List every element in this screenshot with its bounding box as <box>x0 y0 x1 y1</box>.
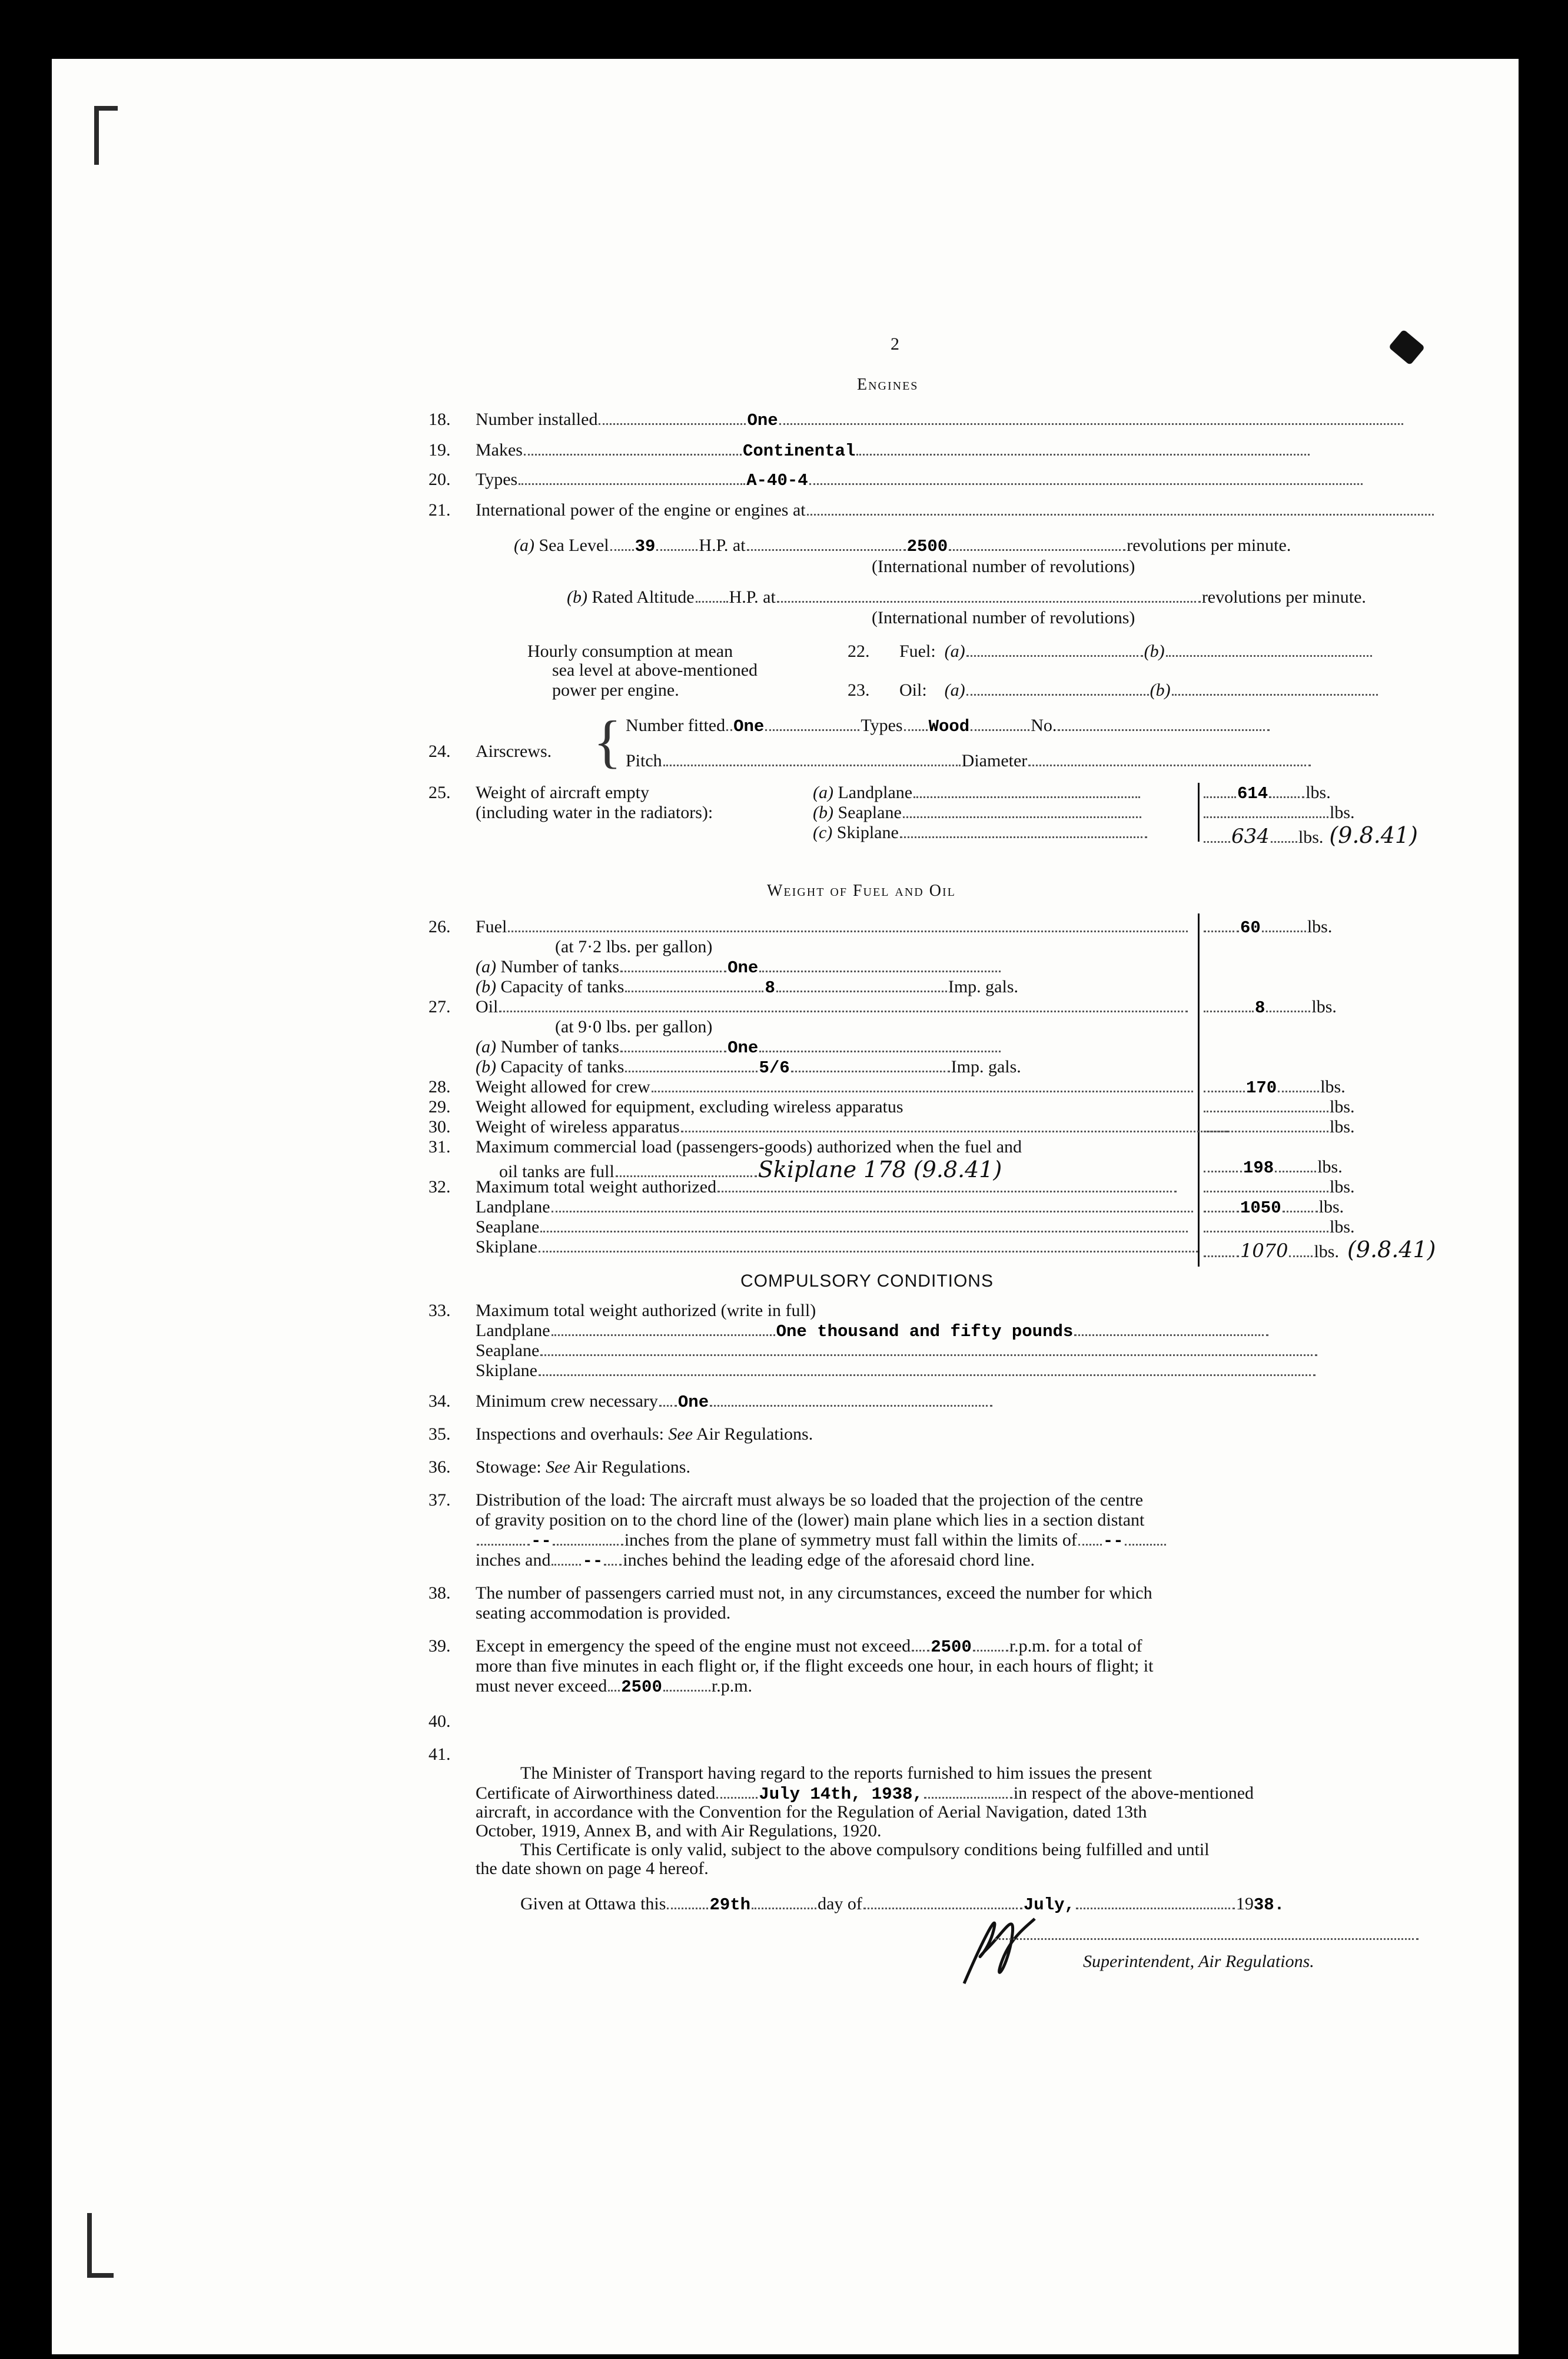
never-exceed-rpm-value: 2500 <box>621 1677 662 1697</box>
weight-empty-label-2: (including water in the radiators): <box>476 803 713 822</box>
field-label: Certificate of Airworthiness dated <box>476 1783 716 1803</box>
item-number: 18. <box>428 410 451 429</box>
oil-tanks-value: One <box>727 1038 759 1058</box>
sub-mark: (a) <box>944 642 965 661</box>
field-label: Diameter <box>961 751 1028 770</box>
field-label: Skiplane <box>476 1361 537 1380</box>
min-crew-value: One <box>677 1393 709 1412</box>
item-number: 37. <box>428 1490 451 1510</box>
certificate-para-2-line-2: the date shown on page 4 hereof. <box>476 1859 709 1878</box>
unit-label: lbs. <box>1298 828 1324 847</box>
signature-line <box>994 1926 1420 1943</box>
field-label: Capacity of tanks <box>500 1057 624 1076</box>
rated-altitude-row <box>567 589 1366 606</box>
sea-level-row <box>514 537 1291 555</box>
certificate-para-1-line-3: aircraft, in accordance with the Convention for the Regulation of Aerial Navigation, dated 13th <box>476 1802 1147 1822</box>
sub-mark: (b) <box>1150 680 1171 700</box>
item-wireless-weight <box>476 1118 1230 1136</box>
unit-label: Imp. gals. <box>951 1057 1021 1076</box>
fuel-weight-value <box>1202 918 1332 936</box>
field-label: Minimum crew necessary <box>476 1391 658 1411</box>
passengers-line-2: seating accommodation is provided. <box>476 1603 731 1623</box>
field-label: Air Regulations. <box>573 1457 690 1477</box>
unit-label: lbs. <box>1311 997 1337 1016</box>
field-label: Number installed <box>476 410 598 429</box>
field-label: Oil: <box>899 680 927 700</box>
item-number: 28. <box>428 1077 451 1097</box>
field-label: Stowage: <box>476 1457 542 1477</box>
field-label: H.P. at <box>699 536 746 555</box>
sub-mark: (b) <box>476 1057 496 1076</box>
sea-level-rpm-value: 2500 <box>906 537 948 556</box>
max-rpm-value: 2500 <box>931 1637 972 1657</box>
item-max-weight-full: Maximum total weight authorized (write in full) <box>476 1301 816 1320</box>
field-label: Given at Ottawa this <box>520 1894 666 1913</box>
field-label: r.p.m. for a total of <box>1009 1636 1142 1656</box>
sub-mark: (a) <box>813 783 833 802</box>
item-fuel <box>476 918 1189 936</box>
airscrew-pitch-row <box>626 752 1312 770</box>
field-label: Seaplane <box>476 1217 540 1237</box>
item-number-installed <box>476 411 1404 429</box>
item-number: 31. <box>428 1137 451 1157</box>
field-label: Seaplane <box>476 1341 540 1360</box>
dash-value: -- <box>582 1551 603 1571</box>
field-label: inches and <box>476 1550 551 1570</box>
max-weight-skiplane-value <box>1202 1238 1436 1261</box>
field-value: One <box>747 411 778 430</box>
fuel-per-gallon: (at 7·2 lbs. per gallon) <box>555 937 713 956</box>
item-number: 32. <box>428 1177 451 1197</box>
item-number: 27. <box>428 997 451 1016</box>
see-reference: See <box>546 1457 570 1477</box>
field-label: International power of the engine or engines at <box>476 500 806 520</box>
item-number: 29. <box>428 1097 451 1117</box>
commercial-load-value <box>1202 1158 1343 1177</box>
written-skiplane-row <box>476 1362 1317 1380</box>
field-label: 19 <box>1235 1894 1254 1913</box>
dash-value: -- <box>531 1531 552 1551</box>
item-max-total-weight <box>476 1178 1178 1196</box>
certificate-date-value: July 14th, 1938, <box>759 1785 923 1804</box>
intl-revolutions-note-2: (International number of revolutions) <box>872 608 1135 627</box>
item-number: 22. <box>848 642 870 661</box>
see-reference: See <box>668 1424 693 1444</box>
field-value: A-40-4 <box>746 471 808 490</box>
engine-speed-line-2: more than five minutes in each flight or, if the flight exceeds one hour, in each hours of flight; it <box>476 1656 1154 1676</box>
given-at-line <box>520 1895 1284 1913</box>
handwritten-amendment: (9.8.41) <box>1347 1237 1436 1262</box>
unit-label: lbs. <box>1305 783 1331 802</box>
crew-weight-value <box>1202 1078 1346 1097</box>
oil-tanks-row <box>476 1038 1002 1056</box>
weight-empty-skiplane-value <box>1202 824 1418 846</box>
field-value: Continental <box>742 441 856 461</box>
unit-label: Imp. gals. <box>948 977 1018 996</box>
sub-mark: (b) <box>1144 642 1165 661</box>
field-label: Rated Altitude <box>592 587 695 607</box>
value-text: 60 <box>1240 918 1261 938</box>
load-distribution-line-3 <box>476 1531 1167 1550</box>
written-seaplane-row <box>476 1342 1318 1360</box>
sub-mark: (a) <box>944 680 965 700</box>
item-commercial-load-1: Maximum commercial load (passengers-goods) authorized when the fuel and <box>476 1137 1022 1157</box>
fuel-tanks-value: One <box>727 958 759 978</box>
unit-label: lbs. <box>1330 1177 1355 1197</box>
item-number: 19. <box>428 440 451 460</box>
item-number: 26. <box>428 917 451 936</box>
certificate-para-1-line-1: The Minister of Transport having regard to the reports furnished to him issues the present <box>520 1763 1152 1783</box>
weight-empty-landplane <box>813 784 1141 802</box>
field-label: Landplane <box>476 1197 550 1217</box>
oil-weight-value <box>1202 998 1337 1016</box>
intl-revolutions-note-1: (International number of revolutions) <box>872 557 1135 576</box>
value-text: 170 <box>1246 1078 1277 1098</box>
engine-speed-line-3 <box>476 1677 752 1696</box>
value-text: 8 <box>1255 998 1265 1018</box>
month-value: July, <box>1023 1895 1075 1915</box>
field-label: revolutions per minute. <box>1127 536 1291 555</box>
ink-blot <box>1388 329 1425 365</box>
oil-per-gallon: (at 9·0 lbs. per gallon) <box>555 1017 713 1036</box>
field-label: H.P. at <box>729 587 776 607</box>
item-number: 41. <box>428 1745 451 1764</box>
field-label: Types <box>861 716 903 735</box>
section-title-engines: Engines <box>857 376 919 394</box>
airscrew-type-value: Wood <box>928 717 970 736</box>
engine-speed-line-1 <box>476 1637 1142 1656</box>
crop-mark-top-left-h <box>94 106 118 111</box>
item-number: 36. <box>428 1457 451 1477</box>
certificate-para-1-line-2 <box>476 1785 1254 1803</box>
column-rule <box>1198 913 1200 1267</box>
fuel-capacity-row <box>476 978 1018 996</box>
sub-mark: (b) <box>567 587 587 607</box>
item-fuel-consumption <box>899 643 1373 660</box>
crop-mark-top-left <box>94 106 99 165</box>
field-label: Number fitted <box>626 716 726 735</box>
unit-label: lbs. <box>1320 1077 1346 1097</box>
sea-level-hp-value: 39 <box>634 537 656 556</box>
item-types <box>476 471 1364 489</box>
field-label: inches behind the leading edge of the aforesaid chord line. <box>623 1550 1035 1570</box>
field-label: in respect of the above-mentioned <box>1013 1783 1254 1803</box>
hourly-consumption-label-3: power per engine. <box>552 680 679 700</box>
unit-label: lbs. <box>1330 803 1355 822</box>
sub-mark: (a) <box>514 536 534 555</box>
field-label: Maximum total weight authorized <box>476 1177 717 1197</box>
written-landplane-row <box>476 1322 1270 1340</box>
item-number: 38. <box>428 1583 451 1603</box>
field-label: Seaplane <box>838 803 902 822</box>
value-text: 198 <box>1243 1158 1274 1178</box>
field-label: Number of tanks <box>500 957 620 976</box>
field-label: Fuel <box>476 917 507 936</box>
signatory-title: Superintendent, Air Regulations. <box>1083 1952 1314 1971</box>
field-label: Capacity of tanks <box>500 977 624 996</box>
weight-empty-seaplane <box>813 804 1142 822</box>
item-number: 25. <box>428 783 451 802</box>
field-label: Air Regulations. <box>696 1424 813 1444</box>
unit-label: lbs. <box>1330 1217 1355 1237</box>
field-label: Number of tanks <box>500 1037 620 1056</box>
field-label: Makes <box>476 440 523 460</box>
oil-capacity-value: 5/6 <box>759 1058 790 1078</box>
certificate-para-1-line-4: October, 1919, Annex B, and with Air Regulations, 1920. <box>476 1821 882 1840</box>
field-label: Types <box>476 470 518 489</box>
unit-label: lbs. <box>1317 1157 1343 1177</box>
year-value: 38. <box>1253 1895 1285 1915</box>
section-title-compulsory: COMPULSORY CONDITIONS <box>740 1271 994 1291</box>
field-label: Inspections and overhauls: <box>476 1424 664 1444</box>
field-label: r.p.m. <box>711 1676 753 1696</box>
field-label: Landplane <box>476 1321 550 1340</box>
max-weight-landplane <box>476 1198 1194 1216</box>
crop-mark-bottom-left <box>87 2213 92 2278</box>
document-page <box>52 59 1519 2354</box>
written-landplane-value: One thousand and fifty pounds <box>776 1322 1074 1341</box>
handwritten-amendment: (9.8.41) <box>1329 822 1418 848</box>
field-label: must never exceed <box>476 1676 607 1696</box>
item-airscrews-label: Airscrews. <box>476 742 552 761</box>
item-number: 33. <box>428 1301 451 1320</box>
item-makes <box>476 441 1311 460</box>
field-label: No. <box>1031 716 1057 735</box>
sub-mark: (b) <box>476 977 496 996</box>
weight-empty-seaplane-value <box>1202 804 1355 822</box>
load-distribution-line-4 <box>476 1551 1035 1570</box>
dash-value: -- <box>1102 1531 1124 1551</box>
day-value: 29th <box>709 1895 751 1915</box>
max-weight-blank-value <box>1202 1178 1355 1196</box>
handwritten-value: 1070 <box>1240 1240 1288 1262</box>
item-oil <box>476 998 1189 1016</box>
brace: { <box>593 709 622 774</box>
item-number: 34. <box>428 1391 451 1411</box>
item-number: 40. <box>428 1712 451 1731</box>
field-label: Fuel: <box>899 642 936 661</box>
load-distribution-line-1: Distribution of the load: The aircraft must always be so loaded that the projection of the centre <box>476 1490 1144 1510</box>
weight-empty-landplane-value <box>1202 784 1331 802</box>
item-number: 20. <box>428 470 451 489</box>
equipment-weight-value <box>1202 1098 1355 1116</box>
load-distribution-line-2: of gravity position on to the chord line of the (lower) main plane which lies in a section distant <box>476 1510 1145 1530</box>
item-stowage <box>476 1458 690 1476</box>
unit-label: lbs. <box>1318 1197 1344 1217</box>
sub-mark: (c) <box>813 823 833 842</box>
item-number: 39. <box>428 1636 451 1656</box>
field-label: Weight of wireless apparatus <box>476 1117 680 1137</box>
passengers-line-1: The number of passengers carried must not, in any circumstances, exceed the number for which <box>476 1583 1152 1603</box>
item-min-crew <box>476 1393 994 1411</box>
unit-label: lbs. <box>1307 917 1333 936</box>
item-inspections <box>476 1426 813 1443</box>
max-weight-seaplane-value <box>1202 1218 1355 1236</box>
section-title-fuel-oil: Weight of Fuel and Oil <box>767 882 956 900</box>
max-weight-seaplane <box>476 1218 1189 1236</box>
sub-mark: (a) <box>476 957 496 976</box>
item-number: 21. <box>428 500 451 520</box>
item-number: 35. <box>428 1424 451 1444</box>
item-number: 23. <box>848 680 870 700</box>
column-rule <box>1198 783 1200 842</box>
field-label: Skiplane <box>476 1237 537 1257</box>
weight-empty-label-1: Weight of aircraft empty <box>476 783 649 802</box>
field-label: Sea Level <box>539 536 609 555</box>
crop-mark-bottom-left-h <box>87 2273 114 2278</box>
value-text: 1050 <box>1240 1198 1281 1218</box>
number-fitted-value: One <box>733 717 765 736</box>
unit-label: lbs. <box>1330 1097 1355 1117</box>
item-number: 30. <box>428 1117 451 1137</box>
field-label: inches from the plane of symmetry must fall within the limits of <box>624 1530 1077 1550</box>
item-equipment-weight: Weight allowed for equipment, excluding wireless apparatus <box>476 1097 903 1117</box>
item-number: 24. <box>428 742 451 761</box>
item-crew-weight <box>476 1078 1194 1096</box>
field-label: Landplane <box>838 783 913 802</box>
handwritten-amendment: Skiplane 178 (9.8.41) <box>758 1157 1002 1182</box>
item-international-power <box>476 501 1435 519</box>
sub-mark: (a) <box>476 1037 496 1056</box>
certificate-para-2-line-1: This Certificate is only valid, subject to the above compulsory conditions being fulfilled and until <box>520 1840 1210 1859</box>
fuel-tanks-row <box>476 958 1002 976</box>
max-weight-skiplane <box>476 1238 1199 1256</box>
airscrew-number-row <box>626 717 1271 735</box>
oil-capacity-row <box>476 1058 1021 1076</box>
field-label: Weight allowed for crew <box>476 1077 650 1097</box>
sub-mark: (b) <box>813 803 833 822</box>
max-weight-landplane-value <box>1202 1198 1344 1217</box>
wireless-weight-value <box>1202 1118 1355 1136</box>
item-oil-consumption <box>899 682 1379 699</box>
field-label: Except in emergency the speed of the engine must not exceed <box>476 1636 911 1656</box>
hourly-consumption-label-1: Hourly consumption at mean <box>527 642 733 661</box>
weight-empty-skiplane <box>813 824 1148 842</box>
value-text: 614 <box>1237 784 1268 803</box>
field-label: Pitch <box>626 751 662 770</box>
unit-label: lbs. <box>1330 1117 1355 1137</box>
signature <box>946 1895 1064 1995</box>
field-label: Oil <box>476 997 499 1016</box>
fuel-capacity-value: 8 <box>765 978 775 998</box>
field-label: day of <box>818 1894 862 1913</box>
field-label: oil tanks are full <box>499 1162 614 1181</box>
handwritten-value: 634 <box>1231 825 1270 848</box>
unit-label: lbs. <box>1314 1242 1339 1261</box>
hourly-consumption-label-2: sea level at above-mentioned <box>552 660 758 680</box>
field-label: Skiplane <box>836 823 899 842</box>
page-number: 2 <box>891 334 899 354</box>
field-label: revolutions per minute. <box>1201 587 1366 607</box>
